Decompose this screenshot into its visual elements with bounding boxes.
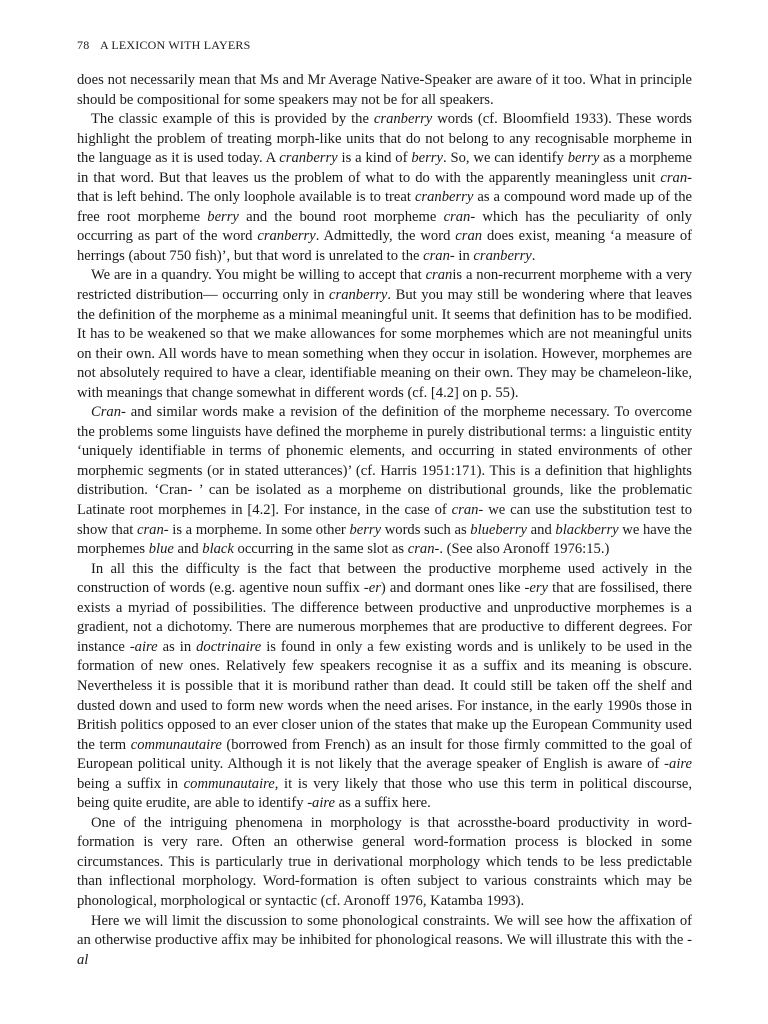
- text-run: as a suffix here.: [335, 795, 431, 812]
- text-run: ) and dormant ones like: [380, 580, 525, 597]
- italic-term: cran-: [443, 208, 476, 225]
- paragraph: [77, 814, 692, 912]
- italic-term: berry: [567, 150, 600, 167]
- italic-term: cranberry: [414, 189, 474, 206]
- text-run: we can use the substitution test to show that: [77, 502, 692, 538]
- text-run: and similar words make a revision of the definition of the morpheme necessary. To overcome the problems some linguists have defined the morpheme in purely distributional terms: a linguistic entity ‘uniquely identifiable in terms of phonemic elements, and occurring in stated environments of other morphemic segments (or in stated utterances)’ (cf. Harris 1951:171). This is a definition that highlights distribution. ‘Cran- ’ can be isolated as a morpheme on distributional grounds, like the problematic Latinate root morphemes in [4.2]. For instance, in the case of: [77, 404, 692, 519]
- text-run: and: [173, 541, 203, 558]
- text-run: as a compound word made up of the free root morpheme: [77, 189, 693, 225]
- text-run: in: [454, 247, 474, 264]
- text-run: .: [531, 247, 536, 264]
- italic-term: communautaire: [130, 736, 222, 753]
- italic-term: -aire: [664, 756, 692, 773]
- italic-term: -al: [77, 932, 692, 968]
- body-text: [77, 71, 692, 970]
- text-run: Here we will limit the discussion to some phonological constraints. We will see how the affixation of an otherwise productive affix may be inhibited for phonological reasons. We will illustrate this with the: [77, 912, 692, 949]
- text-run: as in: [157, 638, 197, 655]
- book-page: [77, 38, 692, 970]
- text-run: words such as: [381, 521, 471, 538]
- text-run: We are in a quandry. You might be willing to accept that: [91, 267, 426, 284]
- italic-term: Cran-: [91, 404, 126, 421]
- italic-term: cran-: [660, 169, 692, 186]
- text-run: is a kind of: [337, 150, 412, 167]
- italic-term: blackberry: [555, 521, 619, 538]
- italic-term: -ery: [524, 580, 549, 597]
- italic-term: cran: [455, 228, 483, 245]
- italic-term: cranberry: [473, 247, 532, 264]
- italic-term: -aire: [307, 795, 336, 812]
- italic-term: black: [202, 541, 234, 558]
- italic-term: doctrinaire: [196, 638, 262, 655]
- italic-term: -er: [363, 580, 381, 597]
- italic-term: berry: [349, 521, 382, 538]
- text-run: . But you may still be wondering where that leaves the definition of the morpheme as a minimal meaningful unit. It seems that definition has to be modified. It has to be weakened so that we make allowances for some morphemes which are not meaningful units on their own. All words have to mean something when they occur in isolation. However, morphemes are not absolutely required to have a clear, identifiable meaning on their own. They may be chameleon-like, with meanings that change somewhat in different words (cf. [4.2] on p. 55).: [77, 287, 693, 401]
- italic-term: cran-: [451, 502, 484, 519]
- text-run: In all this the difficulty is the fact that between the productive morpheme used actively in the construction of words (e.g. agentive noun suffix: [77, 560, 692, 597]
- italic-term: cranberry: [329, 287, 388, 304]
- text-run: One of the intriguing phenomena in morphology is that acrossthe-board productivity in word-formation is very rare. Often an otherwise general word-formation process is blocked in some circumstances. This is particularly true in derivational morphology which tends to be less predictable than inflectional morphology. Word-formation is often subject to various constraints which may be phonological, morphological or syntactic (cf. Aronoff 1976, Katamba 1993).: [77, 814, 692, 909]
- text-run: does not necessarily mean that Ms and Mr Average Native-Speaker are aware of it too. What in principle should be compositional for some speakers may not be for all speakers.: [77, 72, 692, 108]
- text-run: as a morpheme in that word. But that leaves us the problem of what to do with the apparently meaningless unit: [77, 150, 692, 186]
- text-run: which has the peculiarity of only occurring as part of the word: [77, 208, 692, 245]
- italic-term: cran-: [423, 247, 455, 264]
- text-run: we have the morphemes: [77, 521, 692, 558]
- italic-term: berry: [411, 150, 443, 167]
- paragraph: [77, 71, 692, 110]
- text-run: and the bound root morpheme: [238, 208, 444, 225]
- paragraph: [77, 266, 692, 403]
- italic-term: cranberry: [257, 228, 316, 245]
- paragraph: [77, 110, 692, 266]
- page-number: 78: [77, 38, 90, 52]
- text-run: occurring in the same slot as: [233, 541, 408, 558]
- text-run: is a non-recurrent morpheme with a very restricted distribution— occurring only in: [77, 267, 692, 304]
- italic-term: blue: [148, 541, 174, 558]
- text-run: that are fossilised, there exists a myriad of possibilities. The difference between productive and unproductive morphemes is a gradient, not a dichotomy. There are numerous morphemes that are productive to different degrees. For instance: [77, 580, 692, 655]
- paragraph: [77, 403, 692, 559]
- text-run: The classic example of this is provided by the: [91, 111, 374, 128]
- text-run: is a morpheme. In some other: [168, 521, 350, 538]
- text-run: that is left behind. The only loophole available is to treat: [77, 189, 415, 206]
- italic-term: communautaire,: [183, 775, 279, 792]
- running-head: [77, 38, 692, 53]
- paragraph: [77, 560, 692, 814]
- text-run: it is very likely that those who use this term in political discourse, being quite erudite, are able to identify: [77, 775, 692, 812]
- italic-term: blueberry: [470, 521, 528, 538]
- text-run: words (cf. Bloomfield 1933). These words highlight the problem of treating morph-like units that do not belong to any recognisable morpheme in the language as it is used today. A: [77, 111, 692, 167]
- italic-term: cran-: [407, 541, 440, 558]
- italic-term: -aire: [129, 638, 158, 655]
- italic-term: cran: [425, 267, 453, 284]
- text-run: (borrowed from French) as an insult for those firmly committed to the goal of European political unity. Although it is not likely that the average speaker of English is aware of: [77, 736, 692, 773]
- text-run: does exist, meaning ‘a measure of herrings (about 750 fish)’, but that word is unrelated to the: [77, 228, 692, 264]
- italic-term: cranberry: [373, 111, 433, 128]
- text-run: . So, we can identify: [442, 150, 568, 167]
- italic-term: berry: [207, 208, 239, 225]
- paragraph: [77, 912, 692, 971]
- italic-term: cran-: [137, 521, 169, 538]
- running-title: A LEXICON WITH LAYERS: [99, 38, 251, 52]
- text-run: is found in only a few existing words and is unlikely to be used in the formation of new ones. Relatively few speakers recognise it as a suffix and its meaning is obscure. Nevertheless it is possible that it is moribund rather than dead. It could still be taken off the shelf and dusted down and used to form new words when the need arises. For instance, in the early 1990s those in British politics opposed to an ever closer union of the states that make up the European Community used the term: [77, 638, 692, 753]
- text-run: . Admittedly, the word: [315, 228, 456, 245]
- italic-term: cranberry: [279, 150, 338, 167]
- text-run: being a suffix in: [77, 775, 184, 792]
- text-run: and: [527, 521, 556, 538]
- text-run: . (See also Aronoff 1976:15.): [439, 541, 610, 558]
